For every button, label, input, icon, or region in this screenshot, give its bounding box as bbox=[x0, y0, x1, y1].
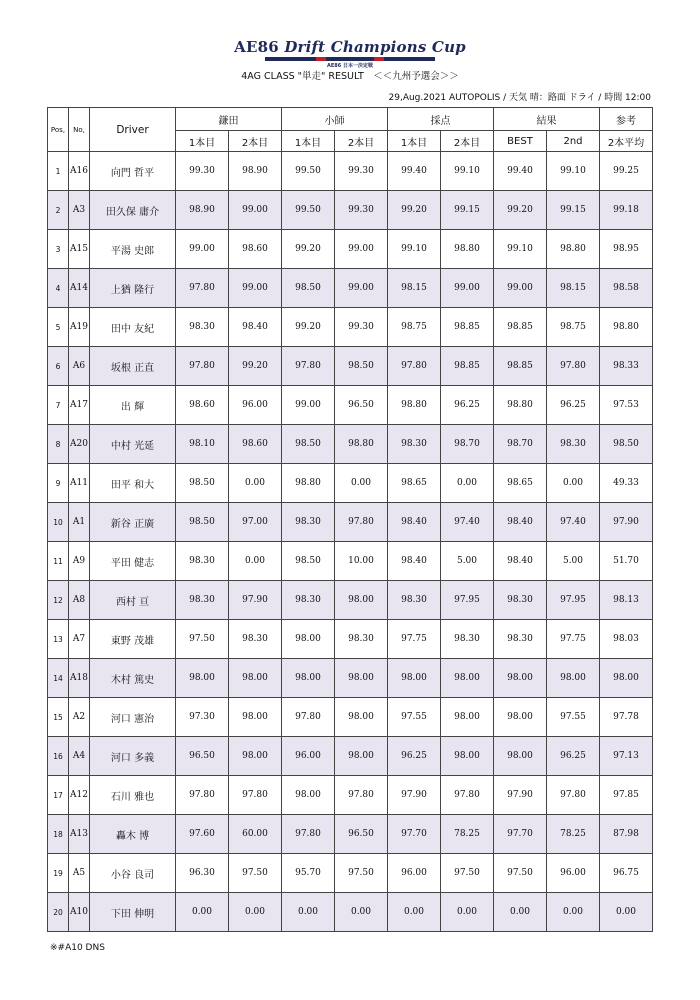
cell-score: 98.30 bbox=[494, 581, 547, 620]
cell-score: 97.50 bbox=[441, 854, 494, 893]
cell-score: 97.55 bbox=[547, 698, 600, 737]
cell-score: 98.60 bbox=[176, 386, 229, 425]
cell-score: 97.90 bbox=[494, 776, 547, 815]
cell-car-number: A10 bbox=[69, 893, 90, 932]
cell-driver: 中村 光延 bbox=[90, 425, 176, 464]
cell-score: 97.75 bbox=[547, 620, 600, 659]
cell-score: 98.50 bbox=[282, 425, 335, 464]
cell-score: 99.00 bbox=[229, 191, 282, 230]
cell-driver: 東野 茂雄 bbox=[90, 620, 176, 659]
cell-score: 98.00 bbox=[282, 620, 335, 659]
header-sub: BEST bbox=[494, 131, 547, 152]
cell-score: 97.50 bbox=[494, 854, 547, 893]
cell-driver: 出 輝 bbox=[90, 386, 176, 425]
cell-score: 49.33 bbox=[600, 464, 653, 503]
cell-score: 98.00 bbox=[335, 659, 388, 698]
header-row-groups bbox=[48, 108, 653, 131]
cell-pos: 12 bbox=[48, 581, 69, 620]
cell-score: 97.90 bbox=[388, 776, 441, 815]
cell-score: 99.40 bbox=[388, 152, 441, 191]
cell-score: 97.80 bbox=[176, 269, 229, 308]
cell-score: 0.00 bbox=[229, 542, 282, 581]
cell-score: 97.80 bbox=[388, 347, 441, 386]
cell-car-number: A15 bbox=[69, 230, 90, 269]
cell-score: 99.00 bbox=[335, 269, 388, 308]
cell-car-number: A12 bbox=[69, 776, 90, 815]
cell-score: 98.03 bbox=[600, 620, 653, 659]
cell-score: 99.00 bbox=[229, 269, 282, 308]
cell-score: 98.15 bbox=[388, 269, 441, 308]
cell-car-number: A9 bbox=[69, 542, 90, 581]
results-table bbox=[47, 107, 653, 932]
cell-score: 98.80 bbox=[547, 230, 600, 269]
cell-score: 97.78 bbox=[600, 698, 653, 737]
cell-score: 98.00 bbox=[282, 776, 335, 815]
cell-score: 96.50 bbox=[335, 815, 388, 854]
cell-score: 97.80 bbox=[282, 698, 335, 737]
cell-score: 0.00 bbox=[494, 893, 547, 932]
cell-score: 98.50 bbox=[600, 425, 653, 464]
header-sub: 2本平均 bbox=[600, 131, 653, 152]
cell-pos: 13 bbox=[48, 620, 69, 659]
table-row bbox=[48, 659, 653, 698]
table-row bbox=[48, 152, 653, 191]
cell-score: 97.53 bbox=[600, 386, 653, 425]
cell-score: 60.00 bbox=[229, 815, 282, 854]
cell-score: 97.70 bbox=[494, 815, 547, 854]
cell-score: 98.00 bbox=[441, 737, 494, 776]
table-row bbox=[48, 503, 653, 542]
cell-score: 97.85 bbox=[600, 776, 653, 815]
cell-pos: 16 bbox=[48, 737, 69, 776]
cell-driver: 小谷 良司 bbox=[90, 854, 176, 893]
cell-score: 98.90 bbox=[176, 191, 229, 230]
table-row bbox=[48, 425, 653, 464]
cell-score: 99.15 bbox=[441, 191, 494, 230]
cell-score: 97.80 bbox=[547, 347, 600, 386]
cell-score: 98.10 bbox=[176, 425, 229, 464]
cell-driver: 田平 和大 bbox=[90, 464, 176, 503]
cell-score: 98.60 bbox=[229, 230, 282, 269]
cell-score: 96.50 bbox=[176, 737, 229, 776]
cell-score: 97.55 bbox=[388, 698, 441, 737]
cell-score: 97.80 bbox=[335, 503, 388, 542]
cell-pos: 14 bbox=[48, 659, 69, 698]
cell-score: 99.10 bbox=[441, 152, 494, 191]
cell-score: 98.50 bbox=[282, 542, 335, 581]
header-result: 結果 bbox=[494, 108, 600, 131]
cell-car-number: A18 bbox=[69, 659, 90, 698]
cell-score: 99.20 bbox=[282, 230, 335, 269]
cell-score: 98.50 bbox=[335, 347, 388, 386]
cell-score: 0.00 bbox=[547, 893, 600, 932]
table-row bbox=[48, 386, 653, 425]
cell-pos: 5 bbox=[48, 308, 69, 347]
header-sub: 2本目 bbox=[441, 131, 494, 152]
cell-score: 99.30 bbox=[335, 308, 388, 347]
cell-score: 99.00 bbox=[441, 269, 494, 308]
cell-pos: 10 bbox=[48, 503, 69, 542]
cell-score: 98.40 bbox=[494, 542, 547, 581]
cell-score: 98.75 bbox=[547, 308, 600, 347]
cell-score: 96.25 bbox=[388, 737, 441, 776]
cell-score: 97.40 bbox=[441, 503, 494, 542]
table-row bbox=[48, 620, 653, 659]
cell-score: 96.00 bbox=[388, 854, 441, 893]
cell-score: 99.30 bbox=[176, 152, 229, 191]
cell-score: 99.50 bbox=[282, 152, 335, 191]
footnote: ※#A10 DNS bbox=[50, 943, 105, 953]
cell-score: 98.00 bbox=[229, 737, 282, 776]
cell-score: 98.30 bbox=[282, 581, 335, 620]
logo-title-main: AE86 bbox=[234, 38, 285, 56]
page-heading: 4AG CLASS "単走" RESULT ＜＜九州予選会＞＞ bbox=[241, 71, 459, 82]
cell-score: 99.20 bbox=[388, 191, 441, 230]
cell-score: 98.15 bbox=[547, 269, 600, 308]
results-body bbox=[48, 152, 653, 932]
cell-score: 78.25 bbox=[547, 815, 600, 854]
cell-score: 97.80 bbox=[441, 776, 494, 815]
cell-driver: 向門 哲平 bbox=[90, 152, 176, 191]
logo-title-script: Drift Champions Cup bbox=[284, 38, 466, 56]
cell-score: 98.80 bbox=[600, 308, 653, 347]
header-sub: 2本目 bbox=[229, 131, 282, 152]
cell-score: 99.30 bbox=[335, 191, 388, 230]
logo-subtitle: AE86 日本一決定戦 bbox=[327, 63, 373, 69]
cell-score: 98.00 bbox=[600, 659, 653, 698]
table-row bbox=[48, 464, 653, 503]
table-row bbox=[48, 581, 653, 620]
cell-score: 98.00 bbox=[441, 659, 494, 698]
table-row bbox=[48, 191, 653, 230]
logo-stripe bbox=[265, 57, 435, 61]
cell-score: 99.10 bbox=[388, 230, 441, 269]
cell-score: 98.00 bbox=[441, 698, 494, 737]
cell-score: 98.70 bbox=[494, 425, 547, 464]
cell-score: 97.00 bbox=[229, 503, 282, 542]
header-sub: 1本目 bbox=[388, 131, 441, 152]
table-row bbox=[48, 854, 653, 893]
cell-score: 96.50 bbox=[335, 386, 388, 425]
cell-score: 98.13 bbox=[600, 581, 653, 620]
cell-score: 97.80 bbox=[547, 776, 600, 815]
cell-score: 98.30 bbox=[547, 425, 600, 464]
cell-score: 97.40 bbox=[547, 503, 600, 542]
cell-score: 99.10 bbox=[494, 230, 547, 269]
cell-car-number: A3 bbox=[69, 191, 90, 230]
cell-score: 0.00 bbox=[229, 464, 282, 503]
cell-score: 98.90 bbox=[229, 152, 282, 191]
cell-score: 0.00 bbox=[547, 464, 600, 503]
cell-score: 98.00 bbox=[494, 737, 547, 776]
cell-car-number: A7 bbox=[69, 620, 90, 659]
cell-score: 99.20 bbox=[282, 308, 335, 347]
cell-score: 98.30 bbox=[388, 581, 441, 620]
header-score: 採点 bbox=[388, 108, 494, 131]
cell-score: 98.30 bbox=[388, 425, 441, 464]
cell-driver: 上猶 隆行 bbox=[90, 269, 176, 308]
cell-car-number: A20 bbox=[69, 425, 90, 464]
cell-car-number: A11 bbox=[69, 464, 90, 503]
cell-score: 0.00 bbox=[441, 464, 494, 503]
cell-score: 98.30 bbox=[335, 620, 388, 659]
cell-score: 99.20 bbox=[494, 191, 547, 230]
cell-driver: 下田 伸明 bbox=[90, 893, 176, 932]
header-sub: 1本目 bbox=[176, 131, 229, 152]
cell-score: 97.60 bbox=[176, 815, 229, 854]
cell-score: 97.80 bbox=[335, 776, 388, 815]
header-sub: 2nd bbox=[547, 131, 600, 152]
cell-score: 97.75 bbox=[388, 620, 441, 659]
cell-driver: 石川 雅也 bbox=[90, 776, 176, 815]
cell-score: 99.10 bbox=[547, 152, 600, 191]
header-sub: 1本目 bbox=[282, 131, 335, 152]
event-meta: 29,Aug.2021 AUTOPOLIS / 天気 晴：路面 ドライ / 時間 12:00 bbox=[388, 93, 651, 103]
cell-score: 98.80 bbox=[494, 386, 547, 425]
cell-score: 98.40 bbox=[388, 542, 441, 581]
cell-score: 97.50 bbox=[335, 854, 388, 893]
cell-score: 99.00 bbox=[176, 230, 229, 269]
header-pos: Pos, bbox=[48, 108, 69, 152]
cell-score: 98.40 bbox=[494, 503, 547, 542]
cell-driver: 新谷 正廣 bbox=[90, 503, 176, 542]
cell-car-number: A6 bbox=[69, 347, 90, 386]
cell-score: 97.50 bbox=[229, 854, 282, 893]
cell-score: 97.80 bbox=[176, 776, 229, 815]
table-row bbox=[48, 737, 653, 776]
logo-title bbox=[0, 38, 700, 56]
cell-score: 10.00 bbox=[335, 542, 388, 581]
cell-score: 51.70 bbox=[600, 542, 653, 581]
cell-pos: 11 bbox=[48, 542, 69, 581]
cell-car-number: A8 bbox=[69, 581, 90, 620]
cell-score: 98.60 bbox=[229, 425, 282, 464]
cell-score: 96.00 bbox=[282, 737, 335, 776]
cell-score: 98.30 bbox=[494, 620, 547, 659]
cell-score: 0.00 bbox=[335, 893, 388, 932]
cell-score: 98.85 bbox=[494, 347, 547, 386]
cell-score: 98.00 bbox=[547, 659, 600, 698]
cell-score: 95.70 bbox=[282, 854, 335, 893]
cell-score: 98.00 bbox=[229, 659, 282, 698]
table-row bbox=[48, 269, 653, 308]
cell-score: 98.80 bbox=[282, 464, 335, 503]
cell-car-number: A1 bbox=[69, 503, 90, 542]
cell-car-number: A17 bbox=[69, 386, 90, 425]
cell-score: 96.00 bbox=[229, 386, 282, 425]
cell-score: 97.80 bbox=[282, 815, 335, 854]
cell-score: 0.00 bbox=[600, 893, 653, 932]
cell-score: 99.20 bbox=[229, 347, 282, 386]
cell-score: 98.85 bbox=[441, 308, 494, 347]
header-sub: 2本目 bbox=[335, 131, 388, 152]
cell-driver: 河口 憲治 bbox=[90, 698, 176, 737]
cell-score: 97.95 bbox=[441, 581, 494, 620]
table-row bbox=[48, 893, 653, 932]
cell-pos: 1 bbox=[48, 152, 69, 191]
cell-score: 0.00 bbox=[229, 893, 282, 932]
cell-score: 97.70 bbox=[388, 815, 441, 854]
cell-score: 96.75 bbox=[600, 854, 653, 893]
cell-score: 99.15 bbox=[547, 191, 600, 230]
cell-score: 0.00 bbox=[176, 893, 229, 932]
cell-score: 98.85 bbox=[494, 308, 547, 347]
cell-score: 0.00 bbox=[282, 893, 335, 932]
cell-score: 96.25 bbox=[547, 386, 600, 425]
header-judge-kamata: 鎌田 bbox=[176, 108, 282, 131]
cell-pos: 6 bbox=[48, 347, 69, 386]
cell-score: 99.00 bbox=[335, 230, 388, 269]
header-judge-koshi: 小師 bbox=[282, 108, 388, 131]
cell-car-number: A5 bbox=[69, 854, 90, 893]
cell-score: 98.30 bbox=[176, 581, 229, 620]
cell-car-number: A16 bbox=[69, 152, 90, 191]
cell-score: 98.00 bbox=[335, 581, 388, 620]
cell-score: 98.00 bbox=[176, 659, 229, 698]
cell-score: 96.25 bbox=[547, 737, 600, 776]
cell-score: 98.00 bbox=[388, 659, 441, 698]
cell-score: 98.95 bbox=[600, 230, 653, 269]
cell-driver: 西村 亘 bbox=[90, 581, 176, 620]
cell-score: 98.85 bbox=[441, 347, 494, 386]
cell-pos: 3 bbox=[48, 230, 69, 269]
header-driver: Driver bbox=[90, 108, 176, 152]
table-row bbox=[48, 230, 653, 269]
table-row bbox=[48, 815, 653, 854]
cell-driver: 轟木 博 bbox=[90, 815, 176, 854]
cell-score: 78.25 bbox=[441, 815, 494, 854]
cell-score: 0.00 bbox=[441, 893, 494, 932]
event-logo bbox=[0, 38, 700, 69]
cell-driver: 平田 健志 bbox=[90, 542, 176, 581]
cell-score: 98.30 bbox=[176, 308, 229, 347]
cell-score: 87.98 bbox=[600, 815, 653, 854]
cell-score: 96.25 bbox=[441, 386, 494, 425]
cell-score: 98.80 bbox=[441, 230, 494, 269]
cell-driver: 田久保 庸介 bbox=[90, 191, 176, 230]
cell-score: 98.50 bbox=[282, 269, 335, 308]
cell-score: 98.40 bbox=[229, 308, 282, 347]
table-row bbox=[48, 776, 653, 815]
cell-driver: 平湯 史郎 bbox=[90, 230, 176, 269]
cell-score: 98.58 bbox=[600, 269, 653, 308]
cell-pos: 15 bbox=[48, 698, 69, 737]
table-row bbox=[48, 542, 653, 581]
cell-score: 97.13 bbox=[600, 737, 653, 776]
cell-score: 97.50 bbox=[176, 620, 229, 659]
cell-pos: 4 bbox=[48, 269, 69, 308]
cell-score: 98.30 bbox=[176, 542, 229, 581]
cell-pos: 7 bbox=[48, 386, 69, 425]
cell-score: 98.50 bbox=[176, 503, 229, 542]
cell-pos: 19 bbox=[48, 854, 69, 893]
cell-score: 5.00 bbox=[547, 542, 600, 581]
table-row bbox=[48, 347, 653, 386]
cell-score: 0.00 bbox=[388, 893, 441, 932]
cell-pos: 8 bbox=[48, 425, 69, 464]
cell-score: 98.65 bbox=[494, 464, 547, 503]
cell-car-number: A13 bbox=[69, 815, 90, 854]
cell-score: 98.00 bbox=[335, 698, 388, 737]
cell-score: 98.00 bbox=[494, 698, 547, 737]
cell-score: 97.90 bbox=[600, 503, 653, 542]
cell-score: 98.65 bbox=[388, 464, 441, 503]
cell-pos: 2 bbox=[48, 191, 69, 230]
cell-car-number: A14 bbox=[69, 269, 90, 308]
cell-score: 98.00 bbox=[229, 698, 282, 737]
cell-score: 97.80 bbox=[229, 776, 282, 815]
cell-driver: 田中 友紀 bbox=[90, 308, 176, 347]
cell-pos: 20 bbox=[48, 893, 69, 932]
cell-pos: 9 bbox=[48, 464, 69, 503]
cell-score: 96.00 bbox=[547, 854, 600, 893]
cell-car-number: A2 bbox=[69, 698, 90, 737]
cell-score: 98.00 bbox=[494, 659, 547, 698]
cell-driver: 坂根 正直 bbox=[90, 347, 176, 386]
cell-score: 98.75 bbox=[388, 308, 441, 347]
cell-pos: 18 bbox=[48, 815, 69, 854]
cell-car-number: A4 bbox=[69, 737, 90, 776]
cell-score: 99.25 bbox=[600, 152, 653, 191]
cell-score: 98.70 bbox=[441, 425, 494, 464]
cell-score: 99.30 bbox=[335, 152, 388, 191]
cell-score: 98.00 bbox=[335, 737, 388, 776]
cell-score: 99.40 bbox=[494, 152, 547, 191]
cell-score: 97.80 bbox=[176, 347, 229, 386]
cell-score: 99.50 bbox=[282, 191, 335, 230]
cell-score: 98.80 bbox=[335, 425, 388, 464]
cell-score: 99.18 bbox=[600, 191, 653, 230]
cell-score: 96.30 bbox=[176, 854, 229, 893]
cell-score: 98.00 bbox=[282, 659, 335, 698]
cell-score: 0.00 bbox=[335, 464, 388, 503]
cell-score: 97.95 bbox=[547, 581, 600, 620]
cell-score: 98.33 bbox=[600, 347, 653, 386]
cell-score: 99.00 bbox=[282, 386, 335, 425]
cell-score: 5.00 bbox=[441, 542, 494, 581]
cell-score: 98.40 bbox=[388, 503, 441, 542]
cell-driver: 木村 篤史 bbox=[90, 659, 176, 698]
cell-pos: 17 bbox=[48, 776, 69, 815]
cell-score: 98.30 bbox=[441, 620, 494, 659]
table-row bbox=[48, 308, 653, 347]
cell-score: 97.30 bbox=[176, 698, 229, 737]
table-row bbox=[48, 698, 653, 737]
cell-score: 97.80 bbox=[282, 347, 335, 386]
cell-score: 98.30 bbox=[282, 503, 335, 542]
cell-score: 98.50 bbox=[176, 464, 229, 503]
cell-score: 98.80 bbox=[388, 386, 441, 425]
cell-score: 99.00 bbox=[494, 269, 547, 308]
cell-score: 97.90 bbox=[229, 581, 282, 620]
header-no: No, bbox=[69, 108, 90, 152]
cell-driver: 河口 多義 bbox=[90, 737, 176, 776]
cell-score: 98.30 bbox=[229, 620, 282, 659]
header-reference: 参考 bbox=[600, 108, 653, 131]
cell-car-number: A19 bbox=[69, 308, 90, 347]
